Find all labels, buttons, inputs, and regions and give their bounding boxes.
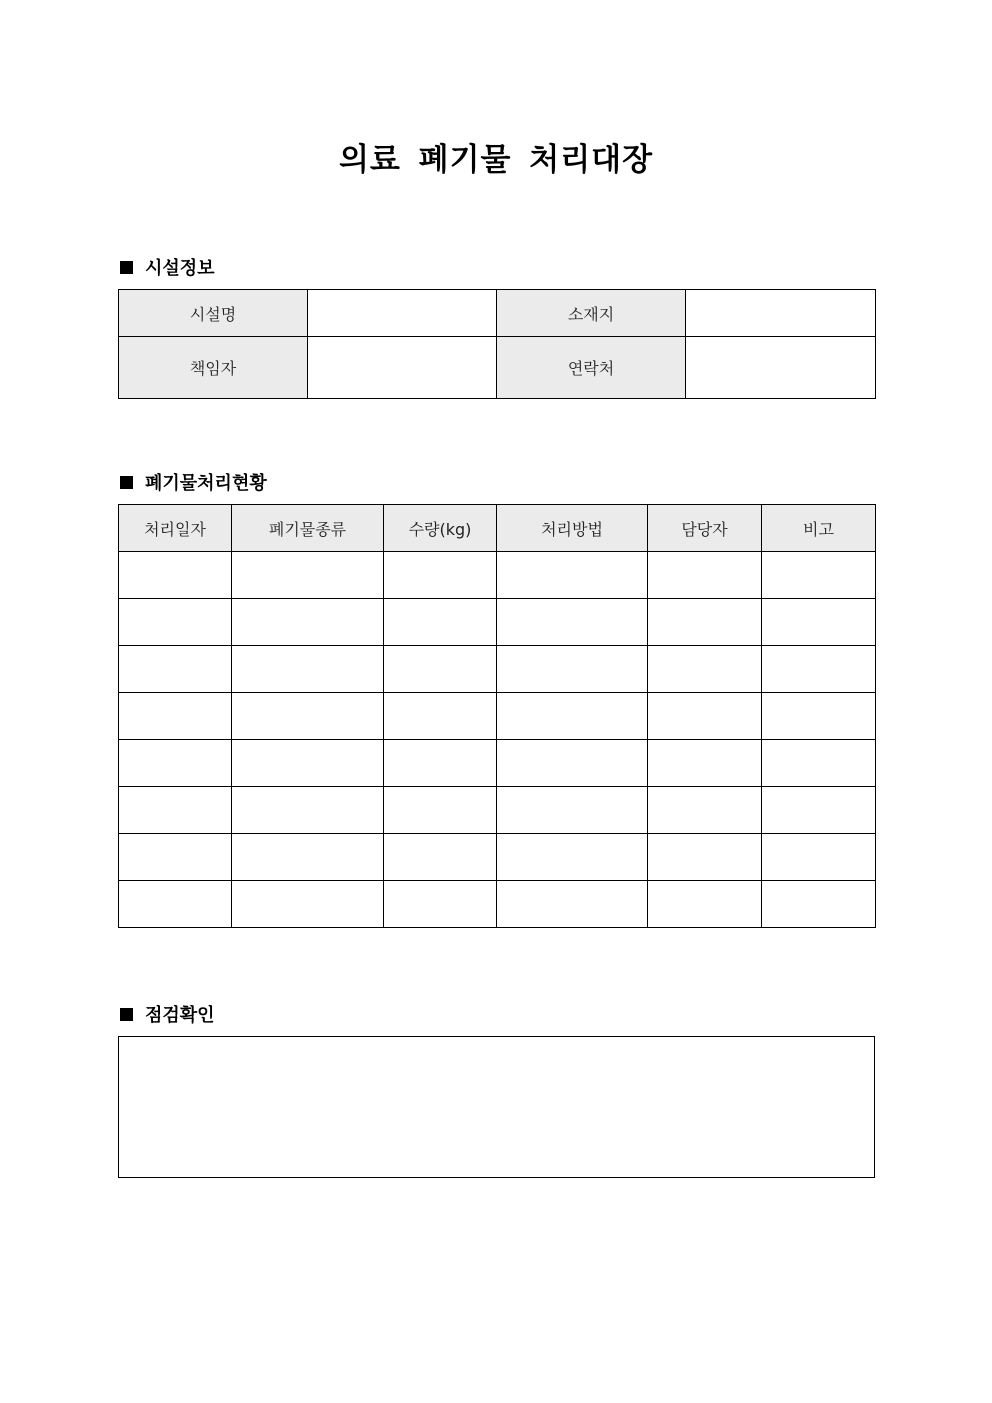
date-cell[interactable] [119, 552, 232, 599]
remarks-cell[interactable] [762, 552, 876, 599]
facility-info-row [119, 290, 876, 337]
column-header-method: 처리방법 [497, 505, 648, 552]
waste-type-cell[interactable] [232, 693, 384, 740]
facility-name-label: 시설명 [119, 290, 308, 337]
facility-section-title: 시설정보 [145, 258, 215, 279]
waste-type-cell[interactable] [232, 787, 384, 834]
quantity-cell[interactable] [384, 693, 497, 740]
remarks-cell[interactable] [762, 881, 876, 928]
remarks-cell[interactable] [762, 834, 876, 881]
date-cell[interactable] [119, 740, 232, 787]
date-cell[interactable] [119, 881, 232, 928]
quantity-cell[interactable] [384, 646, 497, 693]
square-bullet-icon [120, 1008, 133, 1021]
quantity-cell[interactable] [384, 740, 497, 787]
waste-type-cell[interactable] [232, 740, 384, 787]
handler-cell[interactable] [648, 599, 762, 646]
date-cell[interactable] [119, 834, 232, 881]
column-header-waste-type: 폐기물종류 [232, 505, 384, 552]
method-cell[interactable] [497, 881, 648, 928]
table-row [119, 787, 876, 834]
quantity-cell[interactable] [384, 552, 497, 599]
waste-type-cell[interactable] [232, 646, 384, 693]
inspection-notes-box[interactable] [118, 1036, 875, 1178]
waste-section-heading [120, 469, 267, 495]
method-cell[interactable] [497, 552, 648, 599]
table-row [119, 693, 876, 740]
facility-info-row [119, 337, 876, 399]
column-header-date: 처리일자 [119, 505, 232, 552]
column-header-handler: 담당자 [648, 505, 762, 552]
remarks-cell[interactable] [762, 787, 876, 834]
remarks-cell[interactable] [762, 599, 876, 646]
handler-cell[interactable] [648, 693, 762, 740]
contact-label: 연락처 [497, 337, 686, 399]
location-label: 소재지 [497, 290, 686, 337]
handler-cell[interactable] [648, 646, 762, 693]
table-row [119, 834, 876, 881]
method-cell[interactable] [497, 787, 648, 834]
quantity-cell[interactable] [384, 787, 497, 834]
remarks-cell[interactable] [762, 693, 876, 740]
manager-field[interactable] [308, 337, 497, 399]
handler-cell[interactable] [648, 552, 762, 599]
column-header-remarks: 비고 [762, 505, 876, 552]
table-row [119, 552, 876, 599]
waste-processing-table [118, 504, 876, 928]
column-header-quantity: 수량(kg) [384, 505, 497, 552]
handler-cell[interactable] [648, 787, 762, 834]
date-cell[interactable] [119, 599, 232, 646]
contact-field[interactable] [686, 337, 876, 399]
quantity-cell[interactable] [384, 599, 497, 646]
remarks-cell[interactable] [762, 646, 876, 693]
waste-section-title: 폐기물처리현황 [145, 473, 267, 494]
location-field[interactable] [686, 290, 876, 337]
waste-type-cell[interactable] [232, 599, 384, 646]
table-row [119, 646, 876, 693]
date-cell[interactable] [119, 787, 232, 834]
quantity-cell[interactable] [384, 834, 497, 881]
waste-type-cell[interactable] [232, 834, 384, 881]
method-cell[interactable] [497, 834, 648, 881]
table-row [119, 740, 876, 787]
page-title: 의료 폐기물 처리대장 [338, 142, 654, 178]
method-cell[interactable] [497, 740, 648, 787]
method-cell[interactable] [497, 599, 648, 646]
manager-label: 책임자 [119, 337, 308, 399]
method-cell[interactable] [497, 693, 648, 740]
date-cell[interactable] [119, 693, 232, 740]
inspection-section-heading [120, 1001, 215, 1027]
facility-name-field[interactable] [308, 290, 497, 337]
square-bullet-icon [120, 476, 133, 489]
facility-info-table [118, 289, 876, 399]
date-cell[interactable] [119, 646, 232, 693]
handler-cell[interactable] [648, 740, 762, 787]
inspection-section-title: 점검확인 [145, 1005, 215, 1026]
handler-cell[interactable] [648, 881, 762, 928]
remarks-cell[interactable] [762, 740, 876, 787]
table-row [119, 881, 876, 928]
table-row [119, 599, 876, 646]
table-header-row [119, 505, 876, 552]
waste-type-cell[interactable] [232, 552, 384, 599]
waste-type-cell[interactable] [232, 881, 384, 928]
handler-cell[interactable] [648, 834, 762, 881]
quantity-cell[interactable] [384, 881, 497, 928]
square-bullet-icon [120, 261, 133, 274]
facility-section-heading [120, 254, 215, 280]
method-cell[interactable] [497, 646, 648, 693]
